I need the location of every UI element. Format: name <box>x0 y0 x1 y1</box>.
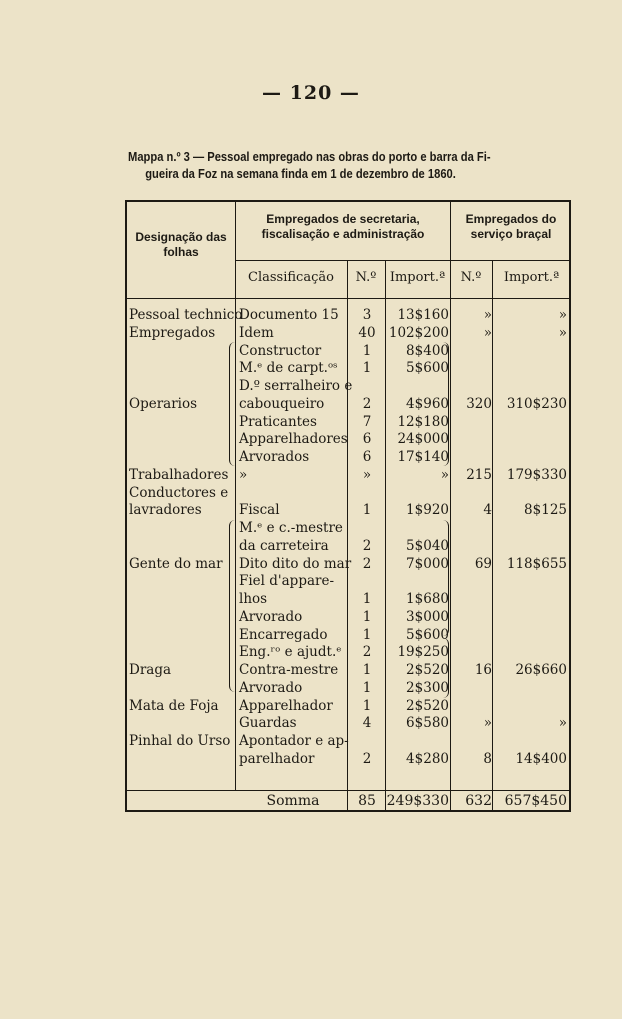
somma-top-line <box>127 790 571 791</box>
row-num2: 320 <box>466 395 492 412</box>
row-import2: 8$125 <box>524 502 567 519</box>
row-import: 5$600 <box>406 360 449 377</box>
header-bottom-line <box>127 298 571 299</box>
row-designacao: Mata de Foja <box>129 697 219 714</box>
row-import: 8$400 <box>406 342 449 359</box>
row-classificacao: Arvorados <box>239 449 310 465</box>
row-classificacao: Apontador e ap- <box>239 733 349 749</box>
row-num: 7 <box>362 413 372 430</box>
row-num: 4 <box>362 715 372 732</box>
row-num: » <box>362 466 372 483</box>
title-line-1: Mappa n.º 3 — Pessoal empregado nas obras do porto e barra da Fi- <box>128 149 491 164</box>
row-num: 6 <box>362 431 372 448</box>
row-import: 6$580 <box>406 715 449 732</box>
row-designacao: Conductores e <box>129 484 229 501</box>
row-import2: 179$330 <box>506 466 567 483</box>
row-num: 2 <box>362 537 372 554</box>
row-import: 13$160 <box>397 307 449 323</box>
row-classificacao: Encarregado <box>239 626 328 643</box>
row-classificacao: Guardas <box>239 715 297 732</box>
row-classificacao: Idem <box>239 324 274 341</box>
row-designacao: Draga <box>129 662 172 678</box>
row-import: 19$250 <box>397 644 449 661</box>
row-import: 17$140 <box>397 449 449 465</box>
row-classificacao: Arvorado <box>239 608 303 625</box>
row-import: 2$520 <box>406 697 449 714</box>
row-import2: 26$660 <box>515 662 567 678</box>
row-classificacao: Eng.ʳᵒ e ajudt.ᵉ <box>239 644 342 661</box>
row-classificacao: parelhador <box>239 750 315 767</box>
row-classificacao: D.º serralheiro e <box>239 378 353 394</box>
row-import: 5$600 <box>406 626 449 643</box>
row-num: 40 <box>358 324 376 341</box>
row-classificacao: Apparelhador <box>239 697 333 714</box>
row-num: 1 <box>362 662 372 678</box>
row-classificacao: Praticantes <box>239 413 317 430</box>
row-num: 1 <box>362 608 372 625</box>
row-import2: » <box>558 715 567 732</box>
row-classificacao: M.ᵉ de carpt.ᵒˢ <box>239 360 338 377</box>
row-import2: 310$230 <box>506 395 567 412</box>
row-designacao: Pinhal do Urso <box>129 733 231 749</box>
row-classificacao: » <box>239 466 248 483</box>
header-num: N.º <box>355 270 377 285</box>
header-secretaria: Empregados de secretaria, fiscalisação e administração <box>261 212 425 241</box>
header-bracal: Empregados do serviço braçal <box>465 212 557 241</box>
row-num: 6 <box>362 449 372 465</box>
row-num2: 215 <box>466 466 492 483</box>
row-import: 5$040 <box>406 537 449 554</box>
header-import2: Import.ª <box>503 270 560 285</box>
somma-num: 85 <box>358 793 376 809</box>
row-num2: » <box>483 324 492 341</box>
brace-gente-do-mar <box>229 520 236 692</box>
header-designacao: Designação das folhas <box>135 230 227 259</box>
row-import: 2$300 <box>406 679 449 696</box>
table-title <box>128 148 580 182</box>
page-number: — 120 — <box>262 82 360 104</box>
row-num2: 8 <box>483 750 492 767</box>
row-import: 3$000 <box>406 608 449 625</box>
header-import: Import.ª <box>389 270 446 285</box>
row-num2: » <box>483 307 492 323</box>
row-num2: 69 <box>474 555 492 572</box>
row-classificacao: da carreteira <box>239 537 329 554</box>
row-import2: 14$400 <box>515 750 567 767</box>
somma-import2: 657$450 <box>504 793 567 809</box>
title-line-2: gueira da Foz na semana finda em 1 de dezembro de 1860. <box>145 166 456 181</box>
row-import2: 118$655 <box>506 555 567 572</box>
row-designacao: Gente do mar <box>129 555 223 572</box>
row-classificacao: Documento 15 <box>239 307 339 323</box>
row-num: 1 <box>362 679 372 696</box>
row-import: 1$680 <box>406 591 449 607</box>
row-num: 1 <box>362 626 372 643</box>
row-classificacao: lhos <box>239 591 268 607</box>
row-classificacao: Arvorado <box>239 679 303 696</box>
row-import: 24$000 <box>397 431 449 448</box>
header-classificacao: Classificação <box>248 270 334 285</box>
row-classificacao: Constructor <box>239 342 322 359</box>
row-import: 2$520 <box>406 662 449 678</box>
row-designacao: Pessoal technico <box>129 307 243 323</box>
row-designacao: Empregados <box>129 324 216 341</box>
row-classificacao: Apparelhadores <box>239 431 348 448</box>
row-num2: » <box>483 715 492 732</box>
row-import: 7$000 <box>406 555 449 572</box>
row-designacao: Trabalhadores <box>129 466 229 483</box>
row-num: 1 <box>362 591 372 607</box>
row-classificacao: M.ᵉ e c.-mestre <box>239 520 343 536</box>
row-import: 4$280 <box>406 750 449 767</box>
row-classificacao: Dito dito do mar <box>239 555 352 572</box>
row-import: 12$180 <box>397 413 449 430</box>
header-divider <box>235 260 571 261</box>
col-divider-classificacao <box>347 260 348 812</box>
row-num: 1 <box>362 342 372 359</box>
row-classificacao: Fiscal <box>239 502 280 519</box>
row-num: 1 <box>362 502 372 519</box>
row-num: 2 <box>362 555 372 572</box>
row-import: 4$960 <box>406 395 449 412</box>
row-classificacao: Fiel d'appare- <box>239 573 335 590</box>
row-classificacao: Contra-mestre <box>239 662 339 678</box>
somma-label: Somma <box>266 793 320 809</box>
row-num: 2 <box>362 644 372 661</box>
row-classificacao: cabouqueiro <box>239 395 325 412</box>
somma-import: 249$330 <box>386 793 449 809</box>
header-num2: N.º <box>460 270 482 285</box>
row-num: 1 <box>362 697 372 714</box>
row-num2: 4 <box>483 502 492 519</box>
row-num: 1 <box>362 360 372 377</box>
row-designacao: Operarios <box>129 395 198 412</box>
row-num: 2 <box>362 395 372 412</box>
row-num: 3 <box>362 307 372 323</box>
brace-operarios <box>229 342 236 466</box>
row-num2: 16 <box>474 662 492 678</box>
row-import: 1$920 <box>406 502 449 519</box>
row-import: » <box>440 466 449 483</box>
row-designacao: lavradores <box>129 502 202 519</box>
row-import2: » <box>558 324 567 341</box>
row-import: 102$200 <box>388 324 449 341</box>
somma-num2: 632 <box>465 793 492 809</box>
row-import2: » <box>558 307 567 323</box>
row-num: 2 <box>362 750 372 767</box>
personnel-table <box>125 200 571 812</box>
